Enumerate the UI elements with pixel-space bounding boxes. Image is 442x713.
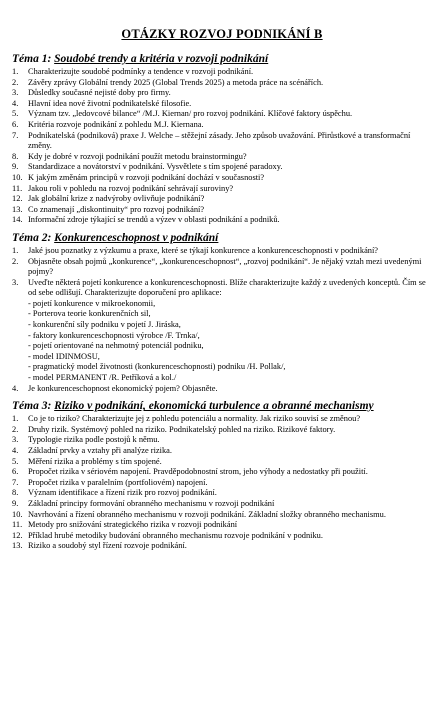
list-item: 5. Význam tzv. „ledovcové bilance“ /M.J. Kiernan/ pro rozvoj podnikání. Klíčové faktory úspěchu. — [12, 109, 353, 119]
document-title: OTÁZKY ROZVOJ PODNIKÁNÍ B — [121, 27, 323, 41]
section-2-prefix: Téma 2: — [12, 231, 55, 244]
list-item: 3. Uveďte některá pojetí konkurence a konkurenceschopnosti. Blíže charakterizujte každý z uvedených konceptů. Čím se od sebe odlišují. Charakterizujte doporučení pro aplikace: — [12, 277, 426, 298]
list-item: 12. Jak globální krize z nadvýroby ovlivňuje podnikání? — [12, 194, 205, 204]
list-item: 14. Informační zdroje týkající se trendů a výzev v oblasti podnikání a podniků. — [12, 215, 280, 225]
section-3-list — [12, 414, 432, 552]
section-1-heading — [12, 52, 432, 66]
list-item: 1. Jaké jsou poznatky z výzkumu a praxe, které se týkají konkurence a konkurenceschopnosti v podnikání? — [12, 245, 379, 255]
section-1 — [12, 52, 432, 226]
section-1-topic: Soudobé trendy a kritéria v rozvoji podnikání — [54, 53, 269, 65]
list-item: 3. Důsledky současné nejisté doby pro firmy. — [12, 88, 171, 98]
list-item: 2. Objasněte obsah pojmů „konkurence“, „konkurenceschopnost“, „rozvoj podnikání“. Je nějaký vztah mezi uvedenými pojmy? — [12, 256, 422, 277]
list-item: 11. Metody pro snižování strategického rizika v rozvoji podnikání — [12, 520, 238, 530]
list-item: 10. K jakým změnám principů v rozvoji podnikání dochází v současnosti? — [12, 172, 265, 182]
list-item: 12. Příklad hrubé metodiky budování obranného mechanismu rozvoje podnikání v podniku. — [12, 530, 323, 540]
list-item: 4. Základní prvky a vztahy při analýze rizika. — [12, 446, 172, 455]
sublist-item: - pragmatický model životnosti (konkurenceschopnosti) podniku /H. Pollak/, — [28, 362, 286, 372]
list-item: 9. Základní principy formování obranného mechanismu v rozvoji podnikání — [12, 498, 275, 508]
section-3-topic: Riziko v podnikání, ekonomická turbulence a obranné mechanismy — [54, 400, 374, 413]
section-3 — [12, 399, 432, 552]
sublist-item: - model IDINMOSU, — [28, 351, 100, 361]
list-item: 8. Význam identifikace a řízení rizik pro rozvoj podnikání. — [12, 488, 217, 498]
list-item: 2. Druhy rizik. Systémový pohled na riziko. Podnikatelský pohled na riziko. Rizikové faktory. — [12, 424, 336, 434]
section-2-topic: Konkurenceschopnost v podnikání — [54, 231, 219, 244]
section-2-heading — [12, 231, 432, 245]
sublist-item: - konkurenční síly podniku v pojetí J. Jiráska, — [28, 320, 181, 330]
section-1-prefix: Téma 1: — [12, 53, 55, 65]
sublist-item: - model PERMANENT /R. Petříková a kol./ — [28, 373, 177, 383]
section-3-heading — [12, 399, 432, 413]
list-item: 13. Riziko a soudobý styl řízení rozvoje podnikání. — [12, 541, 187, 551]
list-item: 4. Hlavní idea nové životní podnikatelské filosofie. — [12, 98, 192, 108]
sublist-item: - pojetí konkurence v mikroekonomii, — [28, 298, 156, 308]
sublist-item: - faktory konkurenceschopnosti výrobce /F. Trnka/, — [28, 330, 200, 340]
list-item: 1. Charakterizujte soudobé podmínky a tendence v rozvoji podnikání. — [12, 67, 254, 76]
section-1-list — [12, 67, 432, 226]
sublist-item: - Porterova teorie konkurenčních sil, — [28, 309, 151, 319]
list-item: 7. Podnikatelská (podniková) praxe J. Welche – stěžejní zásady. Jeho způsob uvažování. Přirůstkové a transformační změny. — [12, 130, 411, 151]
list-item: 7. Propočet rizika v paralelním (portfoliovém) napojení. — [12, 477, 208, 487]
list-item: 11. Jakou roli v pohledu na rozvoj podnikání sehrávají suroviny? — [12, 183, 234, 193]
list-item: 4. Je konkurenceschopnost ekonomický pojem? Objasněte. — [12, 383, 218, 393]
list-item: 1. Co je to riziko? Charakterizujte jej z pohledu potenciálu a normality. Jak riziko souvisí se změnou? — [12, 414, 361, 424]
section-3-prefix: Téma 3: — [12, 400, 55, 413]
section-2-list-continued — [12, 384, 432, 395]
list-item: 3. Typologie rizika podle postojů k němu. — [12, 435, 160, 445]
list-item: 10. Navrhování a řízení obranného mechanismu v rozvoji podnikání. Základní složky obranného mechanismu. — [12, 509, 386, 519]
list-item: 6. Propočet rizika v sériovém napojení. Pravděpodobnostní strom, jeho výhody a nedostatky při použití. — [12, 467, 368, 477]
section-2 — [12, 231, 432, 394]
list-item: 5. Měření rizika a problémy s tím spojené. — [12, 456, 162, 466]
section-2-sublist — [12, 299, 432, 384]
section-2-list — [12, 246, 432, 299]
list-item: 8. Kdy je dobré v rozvoji podnikání použít metodu brainstormingu? — [12, 151, 247, 161]
sublist-item: - pojetí orientované na nehmotný potenciál podniku, — [28, 341, 204, 351]
list-item: 9. Standardizace a novátorství v podnikání. Vysvětlete s tím spojené paradoxy. — [12, 162, 283, 172]
list-item: 2. Závěry zprávy Globální trendy 2025 (Global Trends 2025) a metoda práce na scénářích. — [12, 77, 324, 87]
list-item: 6. Kritéria rozvoje podnikání z pohledu M.J. Kiernana. — [12, 119, 204, 129]
list-item: 13. Co znamenají „diskontinuity“ pro rozvoj podnikání? — [12, 204, 205, 214]
